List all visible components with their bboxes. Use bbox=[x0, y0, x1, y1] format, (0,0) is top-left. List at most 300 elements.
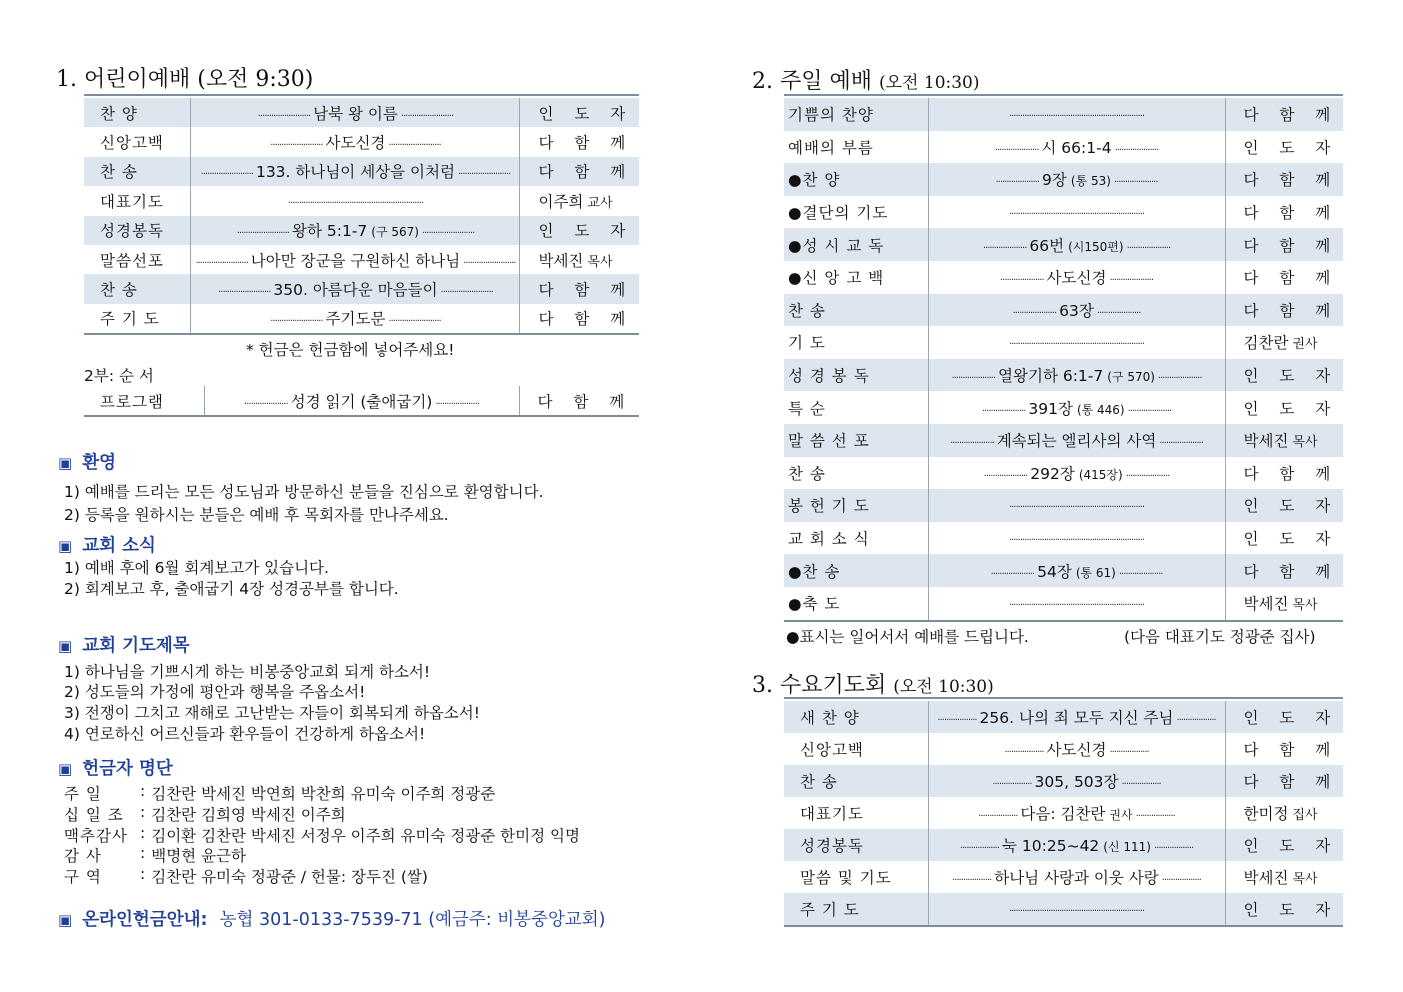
program-item bbox=[204, 386, 519, 415]
program-row bbox=[784, 294, 1343, 327]
program-item-text bbox=[1039, 171, 1114, 189]
leader-dots: ·················· bbox=[1161, 875, 1201, 886]
program-item bbox=[928, 587, 1225, 620]
program-item-text bbox=[1026, 237, 1126, 255]
donor-row bbox=[64, 782, 580, 803]
leader-dots: ························ bbox=[421, 228, 475, 240]
sunday-service-table bbox=[784, 98, 1343, 620]
leader-dots: ······························································ bbox=[1008, 502, 1145, 514]
program-item bbox=[928, 733, 1225, 765]
item-main: 133. 하나님이 세상을 이처럼 bbox=[255, 163, 455, 182]
colon: : bbox=[140, 802, 146, 821]
program-name: 주 기 도 bbox=[100, 310, 160, 329]
leader-name: 다 함 께 bbox=[1243, 741, 1339, 759]
program-leader bbox=[520, 245, 639, 274]
program-item bbox=[928, 359, 1225, 392]
leader-dots: ························ bbox=[400, 110, 454, 122]
prayer-line-4: 4) 연로하신 어르신들과 환우들이 건강하게 하옵소서! bbox=[64, 725, 426, 743]
leader-dots: ························ bbox=[218, 287, 271, 299]
leader-dots: ······························································ bbox=[287, 197, 424, 209]
program-row bbox=[84, 186, 639, 215]
online-offering: ▣ 온라인헌금안내: 농협 301-0133-7539-71 (예금주: 비봉중앙교회) bbox=[58, 910, 606, 930]
program-item-text bbox=[270, 281, 440, 299]
program-leader bbox=[1225, 228, 1343, 261]
program-row bbox=[784, 893, 1343, 925]
program-row bbox=[84, 304, 639, 333]
program-item-text bbox=[1044, 269, 1110, 287]
leader-dots: ···················· bbox=[995, 177, 1040, 189]
program-item-text bbox=[253, 163, 458, 181]
program-item-text bbox=[323, 310, 389, 328]
program-item bbox=[191, 216, 520, 245]
item-note: (구 567) bbox=[371, 225, 419, 240]
leader-dots: ·················· bbox=[1153, 843, 1194, 854]
leader-dots: ·················· bbox=[1176, 715, 1216, 726]
program-row bbox=[84, 216, 639, 245]
program-item bbox=[191, 127, 520, 156]
sunday-table-bottom-rule bbox=[784, 620, 1343, 622]
item-note: (구 570) bbox=[1107, 370, 1155, 385]
item-main: 왕하 5:1-7 bbox=[291, 222, 368, 241]
program-item bbox=[191, 304, 520, 333]
leader-dots: ························ bbox=[257, 110, 311, 122]
item-main: 9장 bbox=[1042, 171, 1067, 190]
program-row bbox=[84, 157, 639, 186]
leader-dots: ···················· bbox=[1109, 275, 1154, 287]
program-leader bbox=[1225, 522, 1343, 555]
prayer-line-2: 2) 성도들의 가정에 평안과 행복을 주옵소서! bbox=[64, 683, 366, 701]
program-item bbox=[928, 131, 1225, 164]
leader-dots: ·················· bbox=[992, 779, 1032, 790]
item-main: 사도신경 bbox=[1046, 269, 1107, 288]
item-note: (415장) bbox=[1078, 467, 1123, 482]
program-leader bbox=[1225, 294, 1343, 327]
donor-names: 백명현 윤근하 bbox=[151, 847, 246, 866]
program-row bbox=[784, 457, 1343, 490]
program-name: ●결단의 기도 bbox=[788, 204, 889, 223]
program-row bbox=[784, 228, 1343, 261]
leader-dots: ·················· bbox=[952, 875, 992, 886]
program-name: 새 찬 양 bbox=[784, 701, 928, 733]
leader-name: 다 함 께 bbox=[1243, 204, 1339, 223]
leader-dots: ·················· bbox=[1004, 747, 1044, 758]
leader-title: 목사 bbox=[587, 254, 613, 270]
donor-label: 맥추감사 bbox=[64, 826, 128, 845]
donor-row bbox=[64, 824, 580, 845]
leader-dots: ···················· bbox=[1012, 307, 1057, 319]
leader-dots: ···················· bbox=[990, 568, 1035, 580]
leader-dots: ························ bbox=[270, 140, 323, 152]
leader-name: 박세진 bbox=[538, 251, 584, 270]
item-main: 사도신경 bbox=[1046, 741, 1107, 759]
children-service-table bbox=[84, 98, 639, 333]
program-item-text bbox=[1044, 741, 1110, 759]
leader-dots: ···················· bbox=[1113, 177, 1158, 189]
welcome-line-1: 1) 예배를 드리는 모든 성도님과 방문하신 분들을 진심으로 환영합니다. bbox=[64, 483, 544, 501]
leader-name: 다 함 께 bbox=[1243, 464, 1339, 483]
program-item-text bbox=[289, 222, 422, 240]
item-main: 성경 읽기 (출애굽기) bbox=[290, 392, 433, 411]
program-name: 찬 송 bbox=[84, 157, 191, 186]
leader-dots: ························ bbox=[270, 316, 323, 328]
program-leader bbox=[1225, 765, 1343, 797]
leader-dots: ···················· bbox=[1125, 470, 1170, 482]
item-note: (시150편) bbox=[1068, 239, 1124, 254]
program-item-text bbox=[977, 709, 1177, 727]
program-row bbox=[784, 587, 1343, 620]
donor-label: 주 일 bbox=[64, 785, 102, 803]
program-name: 성경봉독 bbox=[784, 829, 928, 861]
next-prayer-note: (다음 대표기도 정광준 집사) bbox=[1124, 628, 1316, 646]
program-leader bbox=[1225, 163, 1343, 196]
program-name: 예배의 부름 bbox=[788, 138, 874, 157]
item-main: 열왕기하 6:1-7 bbox=[998, 367, 1104, 386]
leader-name: 다 함 께 bbox=[538, 310, 634, 329]
program-item bbox=[928, 797, 1225, 829]
program-item-text bbox=[1038, 139, 1114, 157]
item-main: 63장 bbox=[1059, 301, 1094, 320]
program-leader bbox=[1225, 391, 1343, 424]
leader-dots: ························ bbox=[388, 316, 441, 328]
leader-dots: ························ bbox=[200, 169, 253, 181]
church-news-heading: ▣ 교회 소식 bbox=[58, 536, 156, 556]
donor-names: 김찬란 유미숙 정광준 / 헌물: 장두진 (쌀) bbox=[151, 868, 428, 887]
program-item bbox=[191, 245, 520, 274]
leader-dots: ···················· bbox=[1159, 438, 1203, 450]
leader-dots: ························ bbox=[195, 257, 248, 269]
square-bullet-icon: ▣ bbox=[58, 911, 73, 929]
square-bullet-icon: ▣ bbox=[58, 760, 73, 778]
program-item bbox=[928, 522, 1225, 555]
leader-title: 목사 bbox=[1292, 435, 1318, 451]
leader-name: 인 도 자 bbox=[1243, 497, 1339, 516]
donor-label: 십 일 조 bbox=[64, 805, 124, 824]
program-leader bbox=[1225, 98, 1343, 131]
leader-name: 다 함 께 bbox=[538, 163, 634, 182]
program-item bbox=[928, 829, 1225, 861]
program-name: 말씀선포 bbox=[100, 251, 164, 270]
program-item bbox=[928, 893, 1225, 925]
donor-row bbox=[64, 865, 580, 886]
item-main: 256. 나의 죄 모두 지신 주님 bbox=[979, 709, 1174, 727]
item-main: 나아만 장군을 구원하신 하나님 bbox=[250, 251, 461, 270]
program-leader bbox=[520, 186, 639, 215]
program-item bbox=[928, 554, 1225, 587]
church-news-line-2: 2) 회계보고 후, 출애굽기 4장 성경공부를 합니다. bbox=[64, 580, 399, 598]
program-name: 기쁨의 찬양 bbox=[784, 98, 928, 131]
program-item-text bbox=[1056, 302, 1097, 320]
leader-name: 박세진 bbox=[1243, 432, 1289, 451]
program-row bbox=[784, 196, 1343, 229]
program-leader bbox=[1225, 829, 1343, 861]
leader-name: 인 도 자 bbox=[538, 104, 634, 123]
leader-name: 다 함 께 bbox=[1243, 773, 1339, 791]
leader-title: 집사 bbox=[1292, 808, 1318, 823]
program-name: 기 도 bbox=[788, 334, 826, 353]
leader-title: 권사 bbox=[1292, 337, 1318, 353]
colon: : bbox=[140, 782, 146, 800]
part2-table bbox=[84, 386, 639, 415]
leader-name: 다 함 께 bbox=[1243, 171, 1339, 190]
leader-name: 다 함 께 bbox=[537, 392, 633, 411]
item-main: 292장 bbox=[1030, 464, 1075, 483]
program-row bbox=[784, 261, 1343, 294]
program-row bbox=[784, 391, 1343, 424]
program-name: 찬 송 bbox=[788, 464, 826, 483]
program-leader bbox=[520, 127, 639, 156]
leader-dots: ···················· bbox=[1127, 405, 1172, 417]
program-leader bbox=[520, 157, 639, 186]
program-item bbox=[928, 163, 1225, 196]
program-item bbox=[191, 157, 520, 186]
program-leader bbox=[1225, 261, 1343, 294]
program-row bbox=[784, 131, 1343, 164]
leader-dots: ························ bbox=[457, 169, 511, 181]
program-item-text bbox=[1032, 773, 1122, 791]
program-item bbox=[928, 489, 1225, 522]
program-name: 신앙고백 bbox=[800, 741, 864, 759]
program-row bbox=[784, 701, 1343, 733]
program-item-text bbox=[1025, 400, 1127, 418]
program-name: 찬 송 bbox=[784, 294, 928, 327]
program-item bbox=[928, 228, 1225, 261]
standing-note: ●표시는 일어서서 예배를 드립니다. bbox=[786, 628, 1029, 646]
leader-dots: ·················· bbox=[978, 811, 1018, 822]
item-main: 주기도문 bbox=[325, 310, 386, 329]
item-note: (통 61) bbox=[1075, 565, 1116, 580]
item-note: (통 446) bbox=[1076, 402, 1125, 417]
leader-name: 다 함 께 bbox=[538, 134, 634, 153]
donor-names: 김찬란 김희영 박세진 이주희 bbox=[151, 805, 346, 824]
program-leader bbox=[520, 304, 639, 333]
item-main: 391장 bbox=[1028, 399, 1073, 418]
program-leader bbox=[1225, 489, 1343, 522]
program-name: 주 기 도 bbox=[784, 893, 928, 925]
program-row bbox=[784, 98, 1343, 131]
program-item-text bbox=[323, 134, 389, 152]
donor-names: 김찬란 박세진 박연희 박찬희 유미숙 이주희 정광준 bbox=[151, 785, 496, 803]
program-item bbox=[928, 765, 1225, 797]
leader-name: 다 함 께 bbox=[1243, 236, 1339, 255]
program-item-text bbox=[1027, 465, 1125, 483]
leader-name: 인 도 자 bbox=[1243, 709, 1339, 727]
prayer-topics-heading: ▣ 교회 기도제목 bbox=[58, 636, 190, 656]
program-name: 특 순 bbox=[788, 399, 826, 418]
square-bullet-icon: ▣ bbox=[58, 454, 73, 472]
program-row bbox=[784, 489, 1343, 522]
item-note: (통 53) bbox=[1070, 174, 1111, 189]
program-row bbox=[784, 424, 1343, 457]
program-item-text bbox=[248, 252, 463, 270]
part2-label: 2부: 순 서 bbox=[84, 367, 154, 385]
part2-bottom-rule bbox=[84, 415, 639, 417]
program-item-text bbox=[288, 393, 436, 411]
program-name: 찬 송 bbox=[784, 765, 928, 797]
program-item bbox=[191, 274, 520, 303]
program-leader bbox=[1225, 797, 1343, 829]
leader-name: 다 함 께 bbox=[1243, 301, 1339, 320]
program-item bbox=[928, 861, 1225, 893]
online-offering-account: 농협 301-0133-7539-71 (예금주: 비봉중앙교회) bbox=[219, 910, 606, 930]
program-item bbox=[928, 261, 1225, 294]
leader-dots: ·················· bbox=[1109, 747, 1149, 758]
program-name: 프로그램 bbox=[100, 392, 164, 411]
program-leader bbox=[520, 274, 639, 303]
program-leader bbox=[1225, 701, 1343, 733]
leader-name: 인 도 자 bbox=[538, 222, 634, 241]
leader-dots: ···················· bbox=[982, 242, 1027, 254]
program-leader bbox=[1225, 893, 1343, 925]
prayer-line-1: 1) 하나님을 기쁘시게 하는 비봉중앙교회 되게 하소서! bbox=[64, 663, 431, 681]
program-name: 신앙고백 bbox=[100, 134, 164, 153]
leader-dots: ···················· bbox=[999, 275, 1044, 287]
leader-dots: ······························································ bbox=[1008, 600, 1145, 612]
leader-name: 인 도 자 bbox=[1243, 837, 1339, 855]
program-row bbox=[784, 733, 1343, 765]
program-item bbox=[928, 326, 1225, 359]
program-name: 교 회 소 식 bbox=[788, 530, 870, 549]
program-item-text bbox=[1034, 563, 1119, 581]
children-table-bottom-rule bbox=[84, 333, 639, 335]
donor-label: 감 사 bbox=[64, 847, 102, 866]
program-item bbox=[928, 196, 1225, 229]
colon: : bbox=[140, 823, 146, 842]
program-item-text bbox=[310, 105, 401, 123]
donor-row bbox=[64, 803, 580, 824]
item-main: 남북 왕 이름 bbox=[313, 104, 398, 123]
leader-name: 인 도 자 bbox=[1243, 138, 1339, 157]
welcome-line-2: 2) 등록을 원하시는 분들은 예배 후 목회자를 만나주세요. bbox=[64, 506, 449, 524]
wednesday-table-bottom-rule bbox=[784, 925, 1343, 927]
item-main: 305, 503장 bbox=[1034, 773, 1119, 791]
leader-dots: ·················· bbox=[1121, 779, 1161, 790]
program-leader bbox=[1225, 554, 1343, 587]
donors-heading: ▣ 헌금자 명단 bbox=[58, 759, 173, 779]
program-leader bbox=[1225, 131, 1343, 164]
program-row bbox=[84, 274, 639, 303]
leader-name: 인 도 자 bbox=[1243, 399, 1339, 418]
church-news-line-1: 1) 예배 후에 6월 회계보고가 있습니다. bbox=[64, 559, 329, 577]
program-row bbox=[784, 861, 1343, 893]
leader-name: 김찬란 bbox=[1243, 334, 1289, 353]
item-main: 다음: 김찬란 bbox=[1020, 805, 1106, 823]
leader-dots: ······························································ bbox=[1008, 111, 1145, 123]
leader-name: 박세진 bbox=[1243, 869, 1289, 887]
program-row bbox=[784, 163, 1343, 196]
leader-title: 목사 bbox=[1292, 598, 1318, 614]
program-leader bbox=[520, 98, 639, 127]
program-row bbox=[784, 765, 1343, 797]
wednesday-service-table bbox=[784, 701, 1343, 925]
donor-list bbox=[64, 782, 580, 886]
program-row bbox=[784, 359, 1343, 392]
item-note: (신 111) bbox=[1103, 840, 1151, 854]
program-row bbox=[784, 797, 1343, 829]
program-name: 대표기도 bbox=[100, 192, 164, 211]
offering-note: * 헌금은 헌금함에 넣어주세요! bbox=[246, 341, 455, 359]
program-item bbox=[928, 98, 1225, 131]
program-item bbox=[928, 391, 1225, 424]
leader-name: 인 도 자 bbox=[1243, 367, 1339, 386]
leader-dots: ······························································ bbox=[1008, 209, 1145, 221]
leader-dots: ···················· bbox=[1096, 307, 1141, 319]
item-main: 사도신경 bbox=[325, 134, 386, 153]
program-leader bbox=[1225, 457, 1343, 490]
leader-dots: ························ bbox=[388, 140, 441, 152]
leader-dots: ···················· bbox=[981, 405, 1026, 417]
item-main: 350. 아름다운 마음들이 bbox=[273, 281, 438, 300]
program-name: 말씀 및 기도 bbox=[800, 869, 892, 887]
program-name: 성 경 봉 독 bbox=[784, 359, 928, 392]
program-item bbox=[928, 294, 1225, 327]
item-main: 54장 bbox=[1037, 562, 1072, 581]
program-name: 성경봉독 bbox=[84, 216, 191, 245]
program-row bbox=[784, 326, 1343, 359]
program-name: 대표기도 bbox=[800, 805, 864, 823]
program-item-text bbox=[994, 432, 1160, 450]
leader-dots: ···················· bbox=[435, 398, 479, 410]
item-main: 시 66:1-4 bbox=[1041, 138, 1112, 157]
sunday-service-title: 2. 주일 예배 (오전 10:30) bbox=[752, 69, 980, 94]
program-leader bbox=[520, 216, 639, 245]
program-item bbox=[928, 701, 1225, 733]
donor-label: 구 역 bbox=[64, 868, 102, 887]
square-bullet-icon: ▣ bbox=[58, 537, 73, 555]
program-leader bbox=[1225, 861, 1343, 893]
leader-name: 한미정 bbox=[1243, 805, 1289, 823]
program-item bbox=[191, 186, 520, 215]
program-item-text bbox=[999, 837, 1154, 855]
leader-title: 목사 bbox=[1292, 872, 1318, 887]
leader-name: 인 도 자 bbox=[1243, 530, 1339, 549]
item-main: 하나님 사랑과 이웃 사랑 bbox=[994, 869, 1159, 887]
leader-name: 다 함 께 bbox=[1243, 562, 1339, 581]
welcome-heading: ▣ 환영 bbox=[58, 453, 116, 473]
item-main: 눅 10:25~42 bbox=[1002, 837, 1100, 855]
leader-dots: ···················· bbox=[244, 398, 288, 410]
program-item bbox=[928, 457, 1225, 490]
leader-dots: ······························································ bbox=[1008, 906, 1145, 917]
leader-dots: ·················· bbox=[937, 715, 977, 726]
leader-dots: ·················· bbox=[1135, 811, 1175, 822]
colon: : bbox=[140, 844, 146, 863]
program-item-text bbox=[1017, 805, 1135, 823]
program-name: 봉 헌 기 도 bbox=[784, 489, 928, 522]
program-name: 말 씀 선 포 bbox=[784, 424, 928, 457]
leader-dots: ···················· bbox=[994, 144, 1039, 156]
program-row bbox=[84, 127, 639, 156]
program-leader bbox=[1225, 733, 1343, 765]
item-main: 계속되는 엘리사의 사역 bbox=[996, 432, 1157, 451]
item-note: 권사 bbox=[1109, 808, 1133, 822]
leader-dots: ························ bbox=[463, 257, 516, 269]
program-item bbox=[191, 98, 520, 127]
program-name: ●축 도 bbox=[788, 595, 841, 614]
leader-name: 박세진 bbox=[1243, 595, 1289, 614]
wednesday-service-title: 3. 수요기도회 (오전 10:30) bbox=[752, 673, 994, 698]
program-leader bbox=[1225, 326, 1343, 359]
program-item-text bbox=[995, 367, 1158, 385]
leader-dots: ······························································ bbox=[1008, 535, 1145, 547]
children-service-title: 1. 어린이예배 (오전 9:30) bbox=[56, 67, 314, 92]
donor-names: 김이환 김찬란 박세진 서정우 이주희 유미숙 정광준 한미정 익명 bbox=[151, 826, 580, 845]
program-name: 찬 송 bbox=[84, 274, 191, 303]
leader-title: 교사 bbox=[587, 195, 613, 211]
leader-dots: ···················· bbox=[951, 373, 996, 385]
program-leader bbox=[1225, 196, 1343, 229]
program-leader bbox=[519, 386, 639, 415]
program-name: ●찬 양 bbox=[784, 163, 928, 196]
